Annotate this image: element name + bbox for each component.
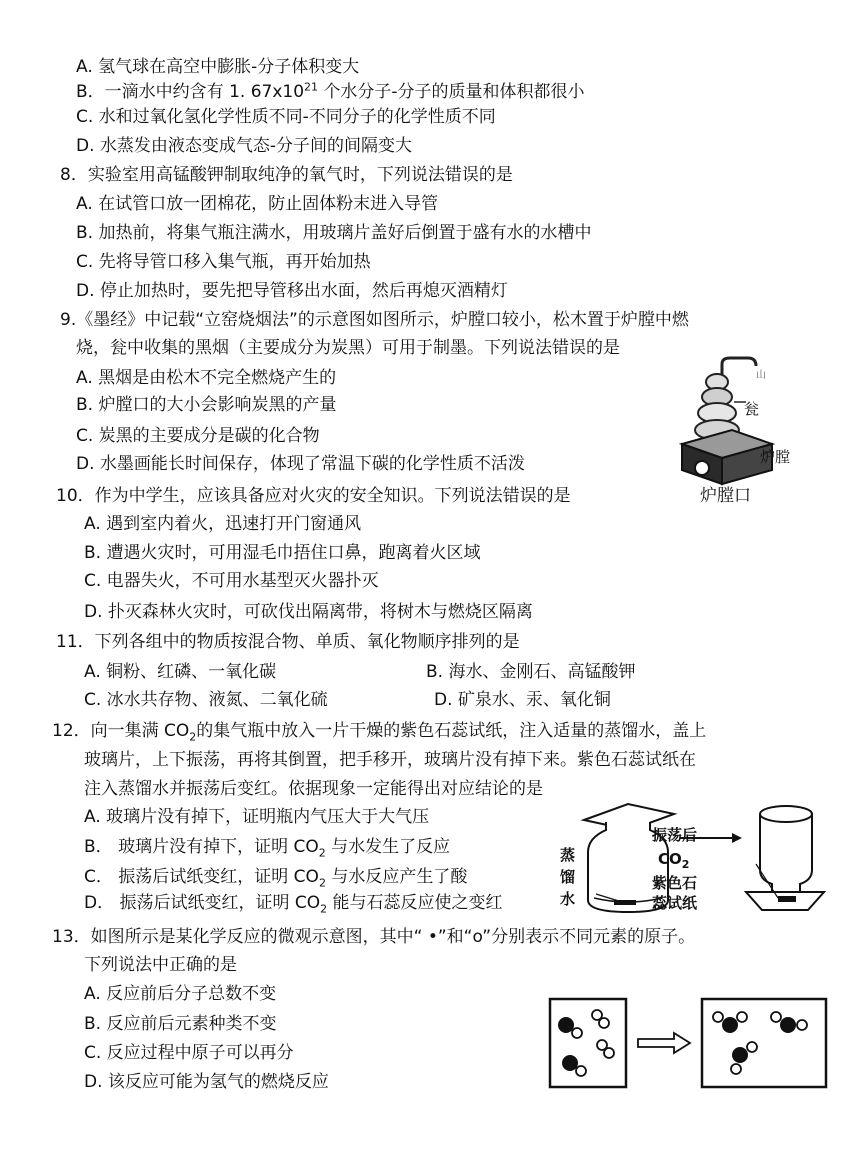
bottle-label-paper-2: 蕊试纸 (652, 894, 698, 912)
q9-stem-line2: 烧，瓮中收集的黑烟（主要成分为炭黑）可用于制墨。下列说法错误的是 (76, 338, 620, 358)
q12-option-b: B． 玻璃片没有掉下，证明 $CO_2$ 与水发生了反应 (84, 837, 451, 860)
q9-option-c: C. 炭黑的主要成分是碳的化合物 (76, 426, 320, 446)
q12-option-d: D． 振荡后试纸变红，证明 $CO_2$ 能与石蕊反应使之变红 (84, 893, 503, 916)
q13-stem-line1: 13．如图所示是某化学反应的微观示意图，其中“ •”和“o”分别表示不同元素的原子。 (52, 927, 696, 947)
q11-option-b: B. 海水、金刚石、高锰酸钾 (426, 662, 636, 682)
bottle-figure (556, 800, 846, 918)
svg-text:山: 山 (756, 370, 766, 381)
q7-option-b: B．一滴水中约含有 1. $67x10^{21}$ 个水分子-分子的质量和体积都很小 (76, 80, 585, 102)
q9-option-d: D. 水墨画能长时间保存，体现了常温下碳的化学性质不活泼 (76, 454, 525, 474)
q9-option-a: A. 黑烟是由松木不完全燃烧产生的 (76, 368, 337, 388)
q12-option-c: C． 振荡后试纸变红，证明 $CO_2$ 与水反应产生了酸 (84, 867, 468, 890)
q11-option-a: A. 铜粉、红磷、一氧化碳 (84, 662, 277, 682)
q13-option-b: B. 反应前后元素种类不变 (84, 1014, 277, 1034)
q12-stem-line1: 12．向一集满 $CO_2$的集气瓶中放入一片干燥的紫色石蕊试纸，注入适量的蒸馏水，盖上 (52, 721, 707, 744)
q11-option-d: D. 矿泉水、汞、氧化铜 (434, 690, 611, 710)
q13-option-d: D. 该反应可能为氢气的燃烧反应 (84, 1072, 329, 1092)
bottle-label-paper-1: 紫色石 (652, 874, 698, 892)
q12-stem-line2: 玻璃片，上下振荡，再将其倒置，把手移开，玻璃片没有掉下来。紫色石蕊试纸在 (84, 750, 696, 770)
q8-option-a: A. 在试管口放一团棉花，防止固体粉末进入导管 (76, 194, 439, 214)
kiln-label-weng: 瓮 (744, 400, 760, 418)
bottle-label-shui: 水 (560, 890, 576, 908)
q10-stem: 10．作为中学生，应该具备应对火灾的安全知识。下列说法错误的是 (56, 486, 571, 506)
q8-stem: 8．实验室用高锰酸钾制取纯净的氧气时，下列说法错误的是 (60, 165, 513, 185)
bottle-label-after: 振荡后 (652, 826, 698, 844)
q13-stem-line2: 下列说法中正确的是 (84, 955, 237, 975)
kiln-drawing (672, 352, 832, 492)
q7-option-a: A. 氢气球在高空中膨胀-分子体积变大 (76, 57, 360, 77)
q10-option-d: D. 扑灭森林火灾时，可砍伐出隔离带，将树木与燃烧区隔离 (84, 602, 533, 622)
q13-option-a: A. 反应前后分子总数不变 (84, 984, 277, 1004)
bottle-label-liu: 馏 (560, 868, 576, 886)
q8-option-b: B. 加热前，将集气瓶注满水，用玻璃片盖好后倒置于盛有水的水槽中 (76, 223, 592, 243)
q9-option-b: B. 炉膛口的大小会影响炭黑的产量 (76, 395, 337, 415)
bottle-label-co2: $CO_2$ (658, 850, 690, 871)
q7-option-c: C. 水和过氧化氢化学性质不同-不同分子的化学性质不同 (76, 107, 496, 127)
kiln-figure (672, 352, 832, 492)
q11-stem: 11．下列各组中的物质按混合物、单质、氧化物顺序排列的是 (56, 632, 520, 652)
q7-option-d: D. 水蒸发由液态变成气态-分子间的间隔变大 (76, 136, 413, 156)
q8-option-c: C. 先将导管口移入集气瓶，再开始加热 (76, 252, 371, 272)
kiln-label-lutangkou: 炉膛口 (700, 486, 751, 506)
reaction-figure (546, 995, 830, 1095)
q10-option-b: B. 遭遇火灾时，可用湿毛巾捂住口鼻，跑离着火区域 (84, 543, 481, 563)
reaction-drawing (546, 995, 830, 1095)
q12-option-a: A. 玻璃片没有掉下，证明瓶内气压大于大气压 (84, 807, 430, 827)
q10-option-c: C. 电器失火，不可用水基型灭火器扑灭 (84, 571, 379, 591)
q12-stem-line3: 注入蒸馏水并振荡后变红。依据现象一定能得出对应结论的是 (84, 779, 543, 799)
bottle-label-zheng: 蒸 (560, 846, 576, 864)
q9-stem-line1: 9.《墨经》中记载“立窑烧烟法”的示意图如图所示，炉膛口较小，松木置于炉膛中燃 (60, 310, 689, 330)
q13-option-c: C. 反应过程中原子可以再分 (84, 1043, 294, 1063)
kiln-label-lutang: 炉膛 (760, 448, 791, 466)
q10-option-a: A. 遇到室内着火，迅速打开门窗通风 (84, 514, 362, 534)
bottle-drawing (556, 800, 846, 918)
q11-option-c: C. 冰水共存物、液氮、二氧化硫 (84, 690, 328, 710)
q8-option-d: D. 停止加热时，要先把导管移出水面，然后再熄灭酒精灯 (76, 281, 508, 301)
